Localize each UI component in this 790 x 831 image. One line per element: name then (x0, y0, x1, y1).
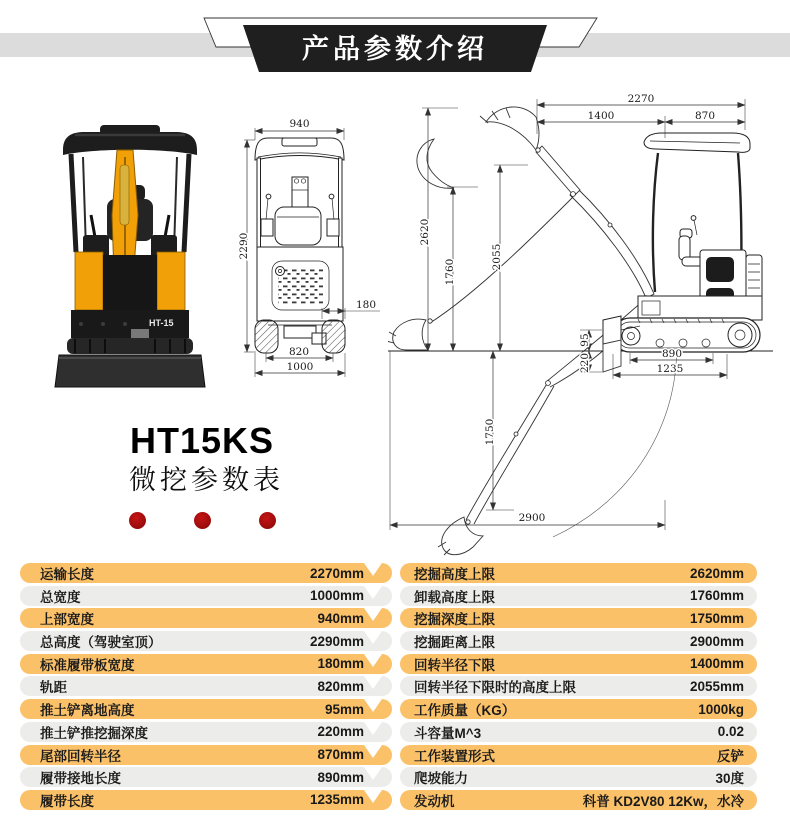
notch-decoration (364, 654, 382, 667)
spec-table-left (20, 563, 392, 810)
notch-decoration (364, 563, 382, 576)
excavator-photo (45, 105, 215, 390)
notch-decoration (364, 699, 382, 712)
spec-row (20, 676, 392, 696)
spec-label: 推土铲推挖掘深度 (40, 725, 148, 741)
spec-value: 2055mm (689, 678, 744, 694)
spec-row (20, 563, 392, 583)
spec-value: 2270mm (309, 565, 364, 581)
spec-label: 尾部回转半径 (40, 748, 121, 764)
spec-value: 890mm (317, 769, 364, 785)
dim-overall-width: 1000 (286, 361, 314, 373)
notch-decoration (364, 631, 382, 644)
dim-blade-drop: 220 (579, 352, 591, 374)
spec-value: 1235mm (309, 792, 364, 808)
dim-track-pad-width: 180 (355, 299, 377, 311)
spec-table-right (400, 563, 757, 810)
spec-label: 轨距 (40, 680, 67, 696)
spec-row (20, 790, 392, 810)
spec-value: 1000mm (309, 588, 364, 604)
spec-value: 870mm (317, 747, 364, 762)
spec-row (400, 699, 757, 719)
model-name: HT15KS (130, 420, 275, 461)
red-dot (129, 512, 146, 529)
spec-row (20, 722, 392, 742)
spec-label: 回转半径下限时的高度上限 (414, 680, 576, 696)
spec-label: 工作装置形式 (414, 748, 495, 764)
dim-top-width: 940 (289, 118, 310, 130)
spec-label: 上部宽度 (40, 612, 94, 628)
spec-row (20, 699, 392, 719)
dim-max-dig-reach: 2900 (518, 512, 546, 524)
notch-decoration (364, 676, 382, 689)
spec-value: 反铲 (717, 748, 744, 764)
spec-value: 1750mm (689, 610, 744, 626)
machine-model-label: HT-15 (149, 318, 174, 328)
dim-blade-lift: 95 (579, 333, 591, 347)
spec-label: 斗容量M^3 (414, 725, 482, 741)
notch-decoration (364, 790, 382, 803)
spec-label: 工作质量（KG） (414, 703, 516, 719)
red-dot (194, 512, 211, 529)
notch-decoration (364, 722, 382, 735)
spec-label: 推土铲离地高度 (40, 703, 135, 719)
decorative-dots (129, 512, 276, 529)
spec-label: 运输长度 (40, 567, 94, 582)
dim-max-dig-depth: 1750 (484, 418, 496, 446)
spec-row (20, 767, 392, 787)
red-dot (259, 512, 276, 529)
spec-row (400, 722, 757, 742)
spec-value: 220mm (317, 724, 364, 740)
spec-value: 2900mm (689, 633, 744, 649)
spec-row (20, 654, 392, 674)
dim-height-at-min-swing: 2055 (491, 243, 503, 271)
spec-label: 卸载高度上限 (414, 589, 495, 605)
spec-row (400, 563, 757, 583)
spec-row (400, 767, 757, 787)
spec-value: 1400mm (689, 656, 744, 672)
spec-value: 科普 KD2V80 12Kw，水冷 (582, 793, 744, 809)
dim-tail-swing: 870 (694, 110, 716, 122)
spec-value: 95mm (324, 701, 364, 717)
spec-label: 挖掘高度上限 (414, 567, 495, 582)
spec-row (20, 745, 392, 765)
spec-row (20, 586, 392, 606)
spec-label: 挖掘距离上限 (414, 635, 495, 651)
spec-value: 940mm (317, 610, 364, 626)
spec-value: 820mm (317, 678, 364, 694)
spec-value: 2620mm (689, 565, 744, 581)
spec-value: 1000kg (698, 701, 744, 717)
spec-label: 总宽度 (40, 589, 81, 605)
header-banner (0, 0, 790, 95)
spec-row (400, 790, 757, 810)
side-view-diagram (388, 92, 788, 562)
spec-label: 发动机 (414, 793, 455, 809)
notch-decoration (364, 586, 382, 599)
spec-row (400, 608, 757, 628)
spec-row (20, 608, 392, 628)
spec-value: 30度 (715, 771, 744, 787)
spec-label: 挖掘深度上限 (414, 612, 495, 628)
dim-max-dump-height: 1760 (444, 258, 456, 286)
spec-value: 180mm (317, 656, 364, 672)
front-view-diagram (228, 100, 390, 395)
spec-label: 回转半径下限 (414, 657, 495, 673)
notch-decoration (364, 767, 382, 780)
spec-row (20, 631, 392, 651)
dim-transport-length: 2270 (627, 93, 655, 105)
spec-value: 1760mm (689, 588, 744, 604)
model-subtitle: 微挖参数表 (129, 465, 284, 495)
spec-label: 总高度（驾驶室顶） (40, 635, 162, 651)
spec-value: 2290mm (309, 633, 364, 649)
spec-row (400, 654, 757, 674)
spec-label: 履带接地长度 (40, 771, 121, 787)
spec-label: 履带长度 (40, 793, 94, 809)
notch-decoration (364, 745, 382, 758)
spec-row (400, 745, 757, 765)
dim-front-swing: 1400 (587, 110, 615, 122)
dim-track-ground-length: 890 (661, 348, 683, 360)
spec-value: 0.02 (717, 724, 744, 740)
notch-decoration (364, 608, 382, 621)
spec-row (400, 586, 757, 606)
dim-overall-height: 2290 (238, 232, 250, 260)
dim-track-length: 1235 (656, 363, 684, 375)
spec-row (400, 676, 757, 696)
dim-track-gauge: 820 (288, 346, 310, 358)
spec-label: 标准履带板宽度 (40, 657, 135, 673)
dim-max-dig-height: 2620 (419, 218, 431, 246)
spec-label: 爬坡能力 (414, 771, 468, 787)
spec-row (400, 631, 757, 651)
banner-title: 产品参数介绍 (302, 34, 488, 64)
